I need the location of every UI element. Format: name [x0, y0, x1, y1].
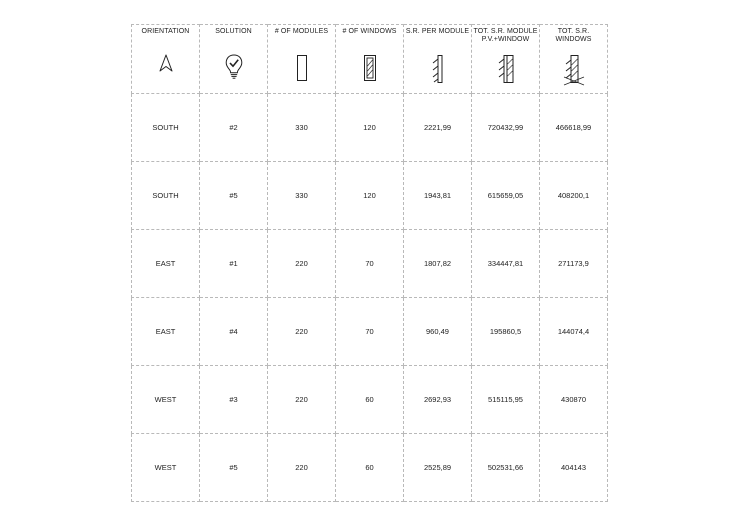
cell-tot-sr-module: 720432,99 — [472, 94, 540, 162]
cell-tot-sr-module: 334447,81 — [472, 230, 540, 298]
cell-sr-per-module: 1943,81 — [404, 162, 472, 230]
cell-sr-per-module: 960,49 — [404, 298, 472, 366]
cell-modules: 330 — [268, 94, 336, 162]
cell-sr-per-module: 1807,82 — [404, 230, 472, 298]
cell-orientation: EAST — [132, 230, 200, 298]
header-row — [132, 25, 608, 94]
cell-orientation: WEST — [132, 366, 200, 434]
cell-sr-per-module: 2525,89 — [404, 434, 472, 502]
cell-windows: 120 — [336, 94, 404, 162]
header-label: TOT. S.R. WINDOWS — [555, 28, 592, 43]
cell-tot-sr-windows: 430870 — [540, 366, 608, 434]
cell-sr-per-module: 2692,93 — [404, 366, 472, 434]
table-row — [132, 298, 608, 366]
cell-windows: 60 — [336, 434, 404, 502]
cell-tot-sr-windows: 144074,4 — [540, 298, 608, 366]
header-label: # OF MODULES — [274, 28, 329, 35]
header-tot-sr-module — [472, 25, 540, 94]
table-row — [132, 230, 608, 298]
header-windows — [336, 25, 404, 94]
header-modules — [268, 25, 336, 94]
cell-tot-sr-module: 502531,66 — [472, 434, 540, 502]
header-solution — [200, 25, 268, 94]
cell-tot-sr-windows: 271173,9 — [540, 230, 608, 298]
results-table — [131, 24, 608, 502]
cell-orientation: SOUTH — [132, 94, 200, 162]
cell-modules: 220 — [268, 434, 336, 502]
window-shading-icon — [540, 50, 607, 86]
cell-tot-sr-windows: 408200,1 — [540, 162, 608, 230]
cell-modules: 220 — [268, 366, 336, 434]
table-row — [132, 434, 608, 502]
module-window-shading-icon — [472, 50, 539, 86]
cell-orientation: SOUTH — [132, 162, 200, 230]
cell-windows: 60 — [336, 366, 404, 434]
results-table-container — [131, 24, 607, 502]
table-row — [132, 162, 608, 230]
cell-windows: 70 — [336, 298, 404, 366]
cell-solution: #5 — [200, 434, 268, 502]
header-sr-per-module — [404, 25, 472, 94]
cell-windows: 120 — [336, 162, 404, 230]
cell-modules: 220 — [268, 230, 336, 298]
cell-orientation: EAST — [132, 298, 200, 366]
cell-solution: #2 — [200, 94, 268, 162]
header-label: ORIENTATION — [141, 28, 190, 35]
header-orientation — [132, 25, 200, 94]
module-panel-icon — [268, 50, 335, 86]
cell-solution: #5 — [200, 162, 268, 230]
cell-solution: #1 — [200, 230, 268, 298]
table-row — [132, 366, 608, 434]
cell-tot-sr-module: 615659,05 — [472, 162, 540, 230]
module-shading-icon — [404, 50, 471, 86]
cell-tot-sr-module: 515115,95 — [472, 366, 540, 434]
header-label: TOT. S.R. MODULE P.V.+WINDOW — [473, 28, 538, 43]
cell-windows: 70 — [336, 230, 404, 298]
cell-solution: #4 — [200, 298, 268, 366]
header-label: # OF WINDOWS — [342, 28, 397, 35]
north-arrow-icon — [132, 50, 199, 86]
cell-solution: #3 — [200, 366, 268, 434]
table-row — [132, 94, 608, 162]
cell-tot-sr-module: 195860,5 — [472, 298, 540, 366]
header-label: S.R. PER MODULE — [405, 28, 470, 35]
cell-tot-sr-windows: 404143 — [540, 434, 608, 502]
cell-modules: 220 — [268, 298, 336, 366]
lightbulb-check-icon — [200, 50, 267, 86]
cell-modules: 330 — [268, 162, 336, 230]
cell-sr-per-module: 2221,99 — [404, 94, 472, 162]
cell-orientation: WEST — [132, 434, 200, 502]
cell-tot-sr-windows: 466618,99 — [540, 94, 608, 162]
window-icon — [336, 50, 403, 86]
header-label: SOLUTION — [215, 28, 252, 35]
header-tot-sr-windows — [540, 25, 608, 94]
